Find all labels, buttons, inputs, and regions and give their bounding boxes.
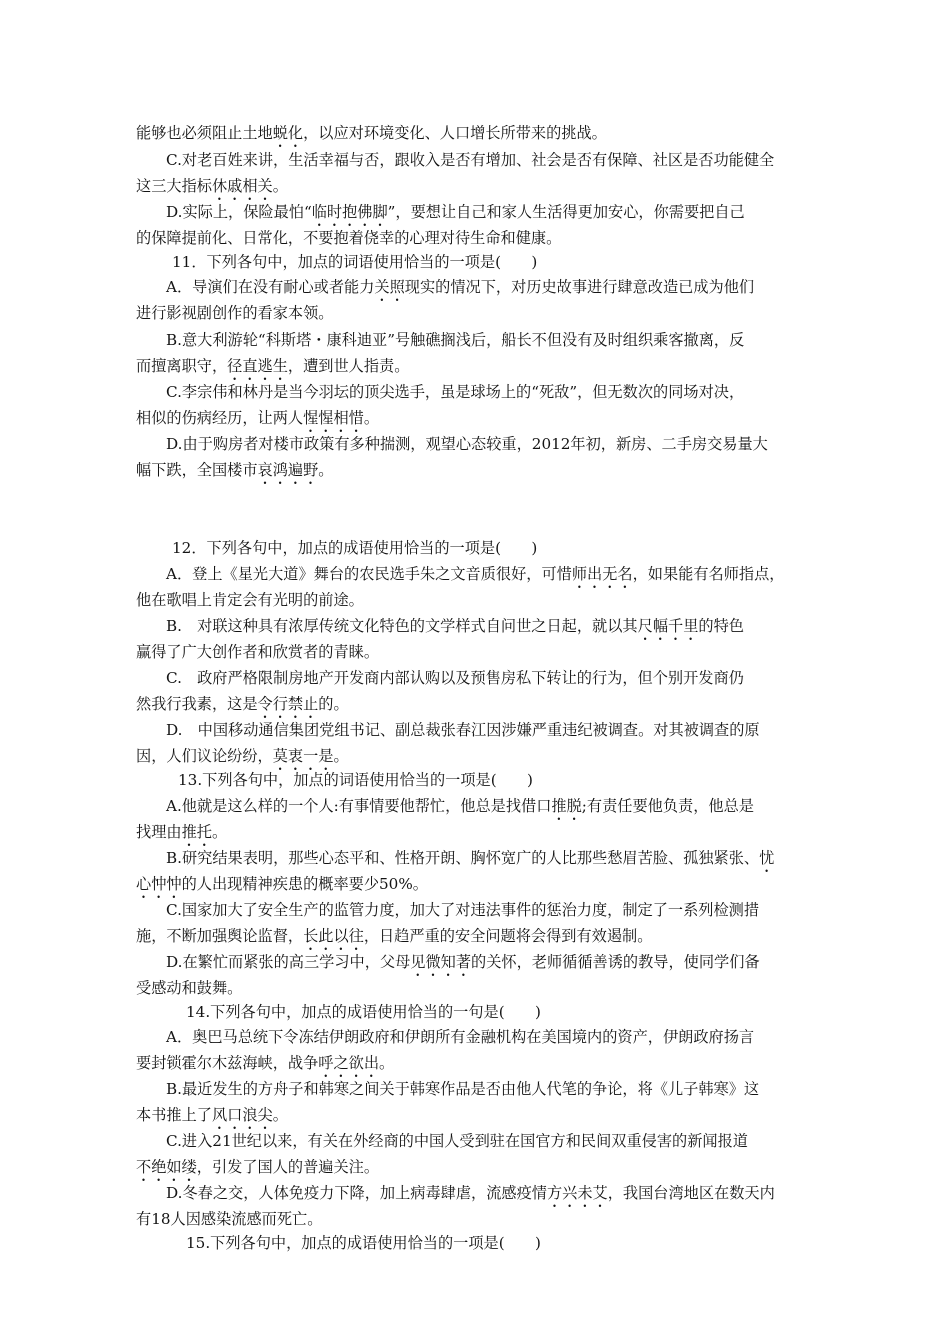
text-line [136,226,561,250]
emphasized-term: 径直逃生 [227,357,288,375]
text-segment: 而擅离职守， [136,357,228,375]
emphasized-term: 关照 [374,278,405,296]
text-line [166,328,744,352]
text-segment: ”，要想让自己和家人生活得更加安心，你需要把自己 [387,203,745,221]
text-segment: 这三大指标 [136,177,212,195]
text-segment: 施，不断加强舆论监督， [136,927,304,945]
text-line [136,588,364,612]
text-line [166,898,759,922]
text-segment: C.李宗伟和林丹是当今羽坛的顶尖选手，虽是球场上的“死敌”，但无数次的同场对决， [166,383,745,401]
text-line [136,976,242,1000]
text-segment: 进行影视剧创作的看家本领。 [136,304,334,322]
text-segment: B.意大利游轮“科斯塔・康科迪亚”号触礁搁浅后，船长不但没有及时组织乘客撤离，反 [166,331,745,349]
text-segment: C. 政府严格限制房地产开发商内部认购以及预售房私下转让的行为，但个别开发商仍 [166,669,744,687]
text-segment: ，遭到世人指责。 [287,357,410,375]
emphasized-term: 呼之欲出 [318,1054,379,1072]
text-segment: 因，人们议论纷纷， [136,747,273,765]
text-segment: 。 [333,747,349,765]
text-segment: 。 [318,461,334,479]
text-segment: D.在繁忙而紧张的高三学习中，父母 [166,953,411,971]
text-line [166,380,744,404]
text-line [186,1000,541,1024]
text-segment: 能够也必须阻止土地 [136,124,273,142]
text-segment: B.最近发生的方舟子和韩寒之间关于韩寒作品是否由他人代笔的争论，将《儿子韩寒》这 [166,1080,760,1098]
text-line [166,718,760,742]
text-segment: 12．下列各句中，加点的成语使用恰当的一项是( ) [172,539,538,557]
text-segment: 14.下列各句中，加点的成语使用恰当的一句是( ) [186,1003,541,1021]
emphasized-term: 莫衷一是 [272,747,334,765]
text-segment: 他在歌唱上肯定会有光明的前途。 [136,591,364,609]
text-segment: 的人出现精神疾患的概率要少50%。 [181,875,428,893]
text-segment: 找理由 [136,823,182,841]
text-line [136,458,333,488]
text-segment: A．导演们在没有耐心或者能力 [166,278,375,296]
text-line [166,148,774,172]
emphasized-term: 师出无名 [571,565,633,583]
text-segment: 。 [211,823,228,841]
text-segment: D.实际上，保险最怕“ [166,203,312,221]
text-segment: ，我国台湾地区在数天内 [607,1184,775,1202]
emphasized-term: 方兴未艾 [546,1184,608,1202]
emphasized-term: 推脱 [551,797,582,815]
text-line [166,1025,754,1049]
text-segment: 的特色 [698,617,744,635]
emphasized-term: 忧 [759,849,775,867]
text-segment: 然我行我素，这是 [136,695,258,713]
text-line [166,666,744,690]
text-segment: ，如果能有名师指点， [632,565,785,583]
text-segment: ，以应对环境变化、人口增长所带来的挑战。 [303,124,607,142]
text-line [136,1207,322,1231]
text-segment: ，日趋严重的安全问题将会得到有效遏制。 [363,927,653,945]
emphasized-term: 休戚相关 [211,177,273,195]
text-segment: 15.下列各句中，加点的成语使用恰当的一项是( ) [186,1234,541,1252]
text-segment: C.国家加大了安全生产的监管力度，加大了对违法事件的惩治力度，制定了一系列检测措 [166,901,760,919]
text-line [166,1129,748,1153]
emphasized-term: 尺幅千里 [637,617,699,635]
text-segment: 的。 [318,695,349,713]
text-line [166,794,754,824]
emphasized-term: 推托 [181,823,212,841]
text-segment: 要封锁霍尔木兹海峡，战争 [136,1054,319,1072]
text-segment: C.进入21世纪以来，有关在外经商的中国人受到驻在国官方和民间双重侵害的新闻报道 [166,1132,748,1150]
text-segment: 有18人因感染流感而死亡。 [136,1210,323,1228]
emphasized-term: 风口浪尖 [211,1106,273,1124]
emphasized-term: 长此以往 [303,927,364,945]
text-segment: 11．下列各句中，加点的词语使用恰当的一项是( ) [172,253,538,271]
emphasized-term: 心忡忡 [136,875,182,893]
text-segment: 受感动和鼓舞。 [136,979,243,997]
text-segment: A.他就是这么样的一个人:有事情要他帮忙，他总是找借口 [166,797,552,815]
text-segment: D.冬春之交，人体免疫力下降，加上病毒肆虐，流感疫情 [166,1184,547,1202]
text-line [166,1077,759,1101]
text-segment: 的保障提前化、日常化，不要抱着侥幸的心理对待生命和健康。 [136,229,562,247]
text-segment: ，引发了国人的普遍关注。 [196,1158,379,1176]
emphasized-term: 令行禁止 [257,695,319,713]
text-segment: 13.下列各句中，加点的词语使用恰当的一项是( ) [178,771,533,789]
emphasized-term: 哀鸿遍野 [257,461,319,479]
text-segment: B.研究结果表明，那些心态平和、性格开朗、胸怀宽广的人比那些愁眉苦脸、孤独紧张、 [166,849,760,867]
text-segment: A．奥巴马总统下令冻结伊朗政府和伊朗所有金融机构在美国境内的资产，伊朗政府扬言 [166,1028,755,1046]
text-segment: 。 [272,1106,288,1124]
text-line [186,1231,541,1255]
text-segment: 赢得了广大创作者和欣赏者的青睐。 [136,643,379,661]
text-segment: 。 [379,1054,395,1072]
text-line [172,250,537,274]
text-segment: C.对老百姓来讲，生活幸福与否，跟收入是否有增加、社会是否有保障、社区是否功能健全 [166,151,775,169]
emphasized-term: 不绝如缕 [136,1158,197,1176]
text-segment: B. 对联这种具有浓厚传统文化特色的文学样式自问世之日起，就以其 [166,617,638,635]
text-segment: D.由于购房者对楼市政策有多种揣测，观望心态较重，2012年初，新房、二手房交易量大 [166,435,768,453]
text-line [136,121,607,151]
text-segment: 。 [363,409,379,427]
text-line [172,536,537,560]
emphasized-term: 见微知著 [410,953,472,971]
text-line [166,950,760,980]
text-line [136,301,333,325]
text-line [166,432,768,456]
text-line [136,640,379,664]
text-segment: A．登上《星光大道》舞台的农民选手朱之文音质很好，可惜 [166,565,572,583]
text-segment: D. 中国移动通信集团党组书记、副总裁张春江因涉嫌严重违纪被调查。对其被调查的原 [166,721,760,739]
text-segment: 的关怀，老师循循善诱的教导，使同学们备 [471,953,760,971]
emphasized-term: 惺惺相惜 [303,409,364,427]
text-segment: ;有责任要他负责，他总是 [581,797,754,815]
emphasized-term: 蜕化 [272,124,304,142]
text-line [178,768,533,792]
text-segment: 现实的情况下，对历史故事进行肆意改造已成为他们 [404,278,755,296]
text-segment: 。 [272,177,288,195]
emphasized-term: 临时抱佛脚 [311,203,388,221]
text-segment: 相似的伤病经历，让两人 [136,409,304,427]
text-segment: 本书推上了 [136,1106,212,1124]
text-segment: 幅下跌，全国楼市 [136,461,258,479]
